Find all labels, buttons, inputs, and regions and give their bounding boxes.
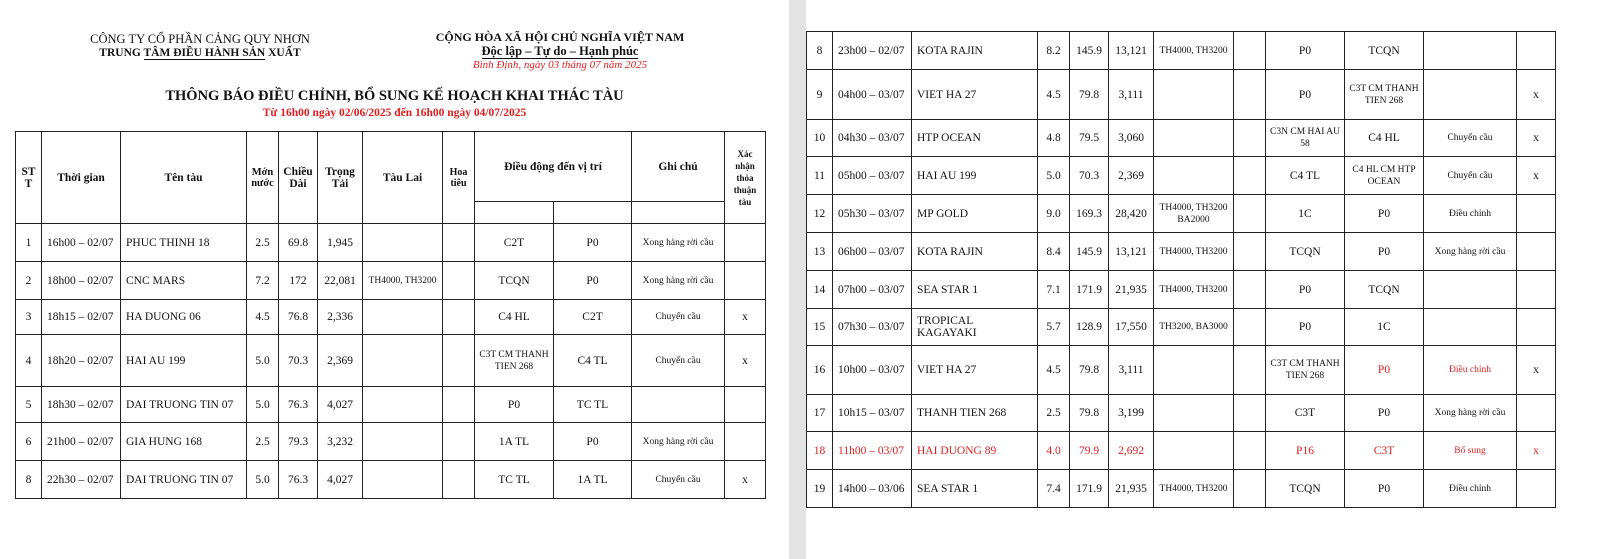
tug-cell: TH4000, TH3200	[363, 262, 443, 300]
stt-cell: 16	[807, 346, 833, 395]
pilot-cell	[443, 423, 475, 461]
ship-name-cell: VIET HA 27	[912, 70, 1038, 120]
tonnage-cell: 2,692	[1109, 432, 1154, 470]
ship-name-cell: KOTA RAJIN	[912, 233, 1038, 271]
stt-cell: 3	[16, 300, 42, 335]
ship-schedule-table-page-1	[15, 131, 766, 499]
confirm-cell	[1517, 233, 1556, 271]
ship-name-cell: MP GOLD	[912, 195, 1038, 233]
table-row	[16, 224, 766, 262]
time-cell: 04h00 – 03/07	[833, 70, 912, 120]
tonnage-cell: 3,232	[318, 423, 363, 461]
pilot-cell	[1234, 395, 1266, 432]
draft-cell: 7.4	[1038, 470, 1070, 508]
header-confirm: Xác nhận thỏa thuận tàu	[725, 132, 766, 224]
move-to-cell: C4 HL	[1345, 120, 1424, 157]
tug-cell	[1154, 432, 1234, 470]
move-to-cell: P0	[1345, 195, 1424, 233]
move-from-cell: P0	[475, 387, 554, 423]
tug-cell	[1154, 346, 1234, 395]
length-cell: 79.8	[1070, 395, 1109, 432]
tonnage-cell: 2,369	[1109, 157, 1154, 195]
confirm-cell: x	[1517, 346, 1556, 395]
draft-cell: 5.7	[1038, 309, 1070, 346]
move-from-cell: C2T	[475, 224, 554, 262]
stt-cell: 19	[807, 470, 833, 508]
page-gap	[789, 0, 806, 559]
table-body-page-2	[807, 32, 1556, 508]
ship-name-cell: TROPICAL KAGAYAKI	[912, 309, 1038, 346]
draft-cell: 4.0	[1038, 432, 1070, 470]
draft-cell: 5.0	[247, 387, 279, 423]
table-row	[807, 470, 1556, 508]
note-cell: Chuyển cầu	[632, 461, 725, 499]
note-cell	[632, 387, 725, 423]
move-to-cell: P0	[1345, 233, 1424, 271]
length-cell: 76.3	[279, 387, 318, 423]
time-cell: 14h00 – 03/06	[833, 470, 912, 508]
table-row	[16, 387, 766, 423]
length-cell: 79.3	[279, 423, 318, 461]
pilot-cell	[443, 387, 475, 423]
draft-cell: 2.5	[247, 224, 279, 262]
confirm-cell	[725, 224, 766, 262]
tug-cell	[363, 423, 443, 461]
ship-name-cell: HAI AU 199	[121, 335, 247, 387]
tug-cell	[1154, 157, 1234, 195]
pilot-cell	[443, 262, 475, 300]
ship-name-cell: CNC MARS	[121, 262, 247, 300]
note-cell: Xong hàng rời cầu	[632, 423, 725, 461]
move-from-cell: C4 HL	[475, 300, 554, 335]
pilot-cell	[1234, 346, 1266, 395]
table-row	[807, 70, 1556, 120]
confirm-cell: x	[725, 335, 766, 387]
pilot-cell	[443, 461, 475, 499]
stt-cell: 5	[16, 387, 42, 423]
length-cell: 79.9	[1070, 432, 1109, 470]
pilot-cell	[1234, 470, 1266, 508]
draft-cell: 4.5	[1038, 70, 1070, 120]
tonnage-cell: 13,121	[1109, 233, 1154, 271]
note-cell: Xong hàng rời cầu	[632, 262, 725, 300]
tug-cell	[1154, 70, 1234, 120]
confirm-cell	[725, 262, 766, 300]
pilot-cell	[1234, 233, 1266, 271]
table-row	[807, 32, 1556, 70]
time-cell: 18h20 – 02/07	[42, 335, 121, 387]
table-row	[807, 195, 1556, 233]
tug-cell	[363, 335, 443, 387]
confirm-cell	[1517, 309, 1556, 346]
table-row	[807, 346, 1556, 395]
move-from-cell: C3N CM HAI AU 58	[1266, 120, 1345, 157]
note-cell	[1424, 32, 1517, 70]
pilot-cell	[1234, 309, 1266, 346]
tonnage-cell: 21,935	[1109, 470, 1154, 508]
ship-name-cell: DAI TRUONG TIN 07	[121, 387, 247, 423]
ship-name-cell: PHUC THINH 18	[121, 224, 247, 262]
tug-cell: TH4000, TH3200 BA2000	[1154, 195, 1234, 233]
length-cell: 79.8	[1070, 70, 1109, 120]
move-to-cell: P0	[1345, 346, 1424, 395]
move-from-cell: C3T CM THANH TIEN 268	[1266, 346, 1345, 395]
header-tug: Tàu Lai	[363, 132, 443, 224]
stt-cell: 2	[16, 262, 42, 300]
move-from-cell: 1C	[1266, 195, 1345, 233]
draft-cell: 8.2	[1038, 32, 1070, 70]
time-cell: 05h00 – 03/07	[833, 157, 912, 195]
confirm-cell: x	[725, 461, 766, 499]
stt-cell: 8	[807, 32, 833, 70]
move-to-cell: C4 TL	[554, 335, 632, 387]
time-cell: 18h30 – 02/07	[42, 387, 121, 423]
stt-cell: 13	[807, 233, 833, 271]
stt-cell: 4	[16, 335, 42, 387]
move-to-cell: TCQN	[1345, 32, 1424, 70]
stt-cell: 14	[807, 271, 833, 309]
move-to-cell: C3T CM THANH TIEN 268	[1345, 70, 1424, 120]
note-cell: Bổ sung	[1424, 432, 1517, 470]
confirm-cell: x	[1517, 120, 1556, 157]
pilot-cell	[1234, 195, 1266, 233]
move-from-cell: TCQN	[1266, 470, 1345, 508]
move-to-cell: P0	[554, 423, 632, 461]
header-move-to	[554, 202, 632, 224]
time-cell: 22h30 – 02/07	[42, 461, 121, 499]
tonnage-cell: 3,111	[1109, 70, 1154, 120]
header-move-from	[475, 202, 554, 224]
tug-cell: TH4000, TH3200	[1154, 32, 1234, 70]
time-cell: 23h00 – 02/07	[833, 32, 912, 70]
stt-cell: 18	[807, 432, 833, 470]
draft-cell: 4.8	[1038, 120, 1070, 157]
tonnage-cell: 3,111	[1109, 346, 1154, 395]
pilot-cell	[443, 300, 475, 335]
draft-cell: 4.5	[247, 300, 279, 335]
move-to-cell: C4 HL CM HTP OCEAN	[1345, 157, 1424, 195]
move-from-cell: C4 TL	[1266, 157, 1345, 195]
move-to-cell: 1C	[1345, 309, 1424, 346]
tug-cell	[363, 224, 443, 262]
tonnage-cell: 2,336	[318, 300, 363, 335]
note-cell	[1424, 70, 1517, 120]
pilot-cell	[1234, 271, 1266, 309]
confirm-cell: x	[1517, 70, 1556, 120]
header-note: Ghi chú	[632, 132, 725, 202]
ship-name-cell: SEA STAR 1	[912, 271, 1038, 309]
stt-cell: 1	[16, 224, 42, 262]
note-cell	[1424, 271, 1517, 309]
table-row	[16, 461, 766, 499]
tonnage-cell: 2,369	[318, 335, 363, 387]
length-cell: 79.8	[1070, 346, 1109, 395]
length-cell: 172	[279, 262, 318, 300]
stt-cell: 17	[807, 395, 833, 432]
tonnage-cell: 22,081	[318, 262, 363, 300]
tug-cell	[363, 461, 443, 499]
time-cell: 10h15 – 03/07	[833, 395, 912, 432]
ship-name-cell: THANH TIEN 268	[912, 395, 1038, 432]
table-row	[807, 395, 1556, 432]
confirm-cell	[1517, 32, 1556, 70]
stt-cell: 9	[807, 70, 833, 120]
pilot-cell	[443, 224, 475, 262]
ship-name-cell: SEA STAR 1	[912, 470, 1038, 508]
tonnage-cell: 3,060	[1109, 120, 1154, 157]
note-cell: Điều chỉnh	[1424, 470, 1517, 508]
stt-cell: 15	[807, 309, 833, 346]
length-cell: 70.3	[1070, 157, 1109, 195]
tonnage-cell: 17,550	[1109, 309, 1154, 346]
national-motto: Độc lập – Tự do – Hạnh phúc	[481, 44, 639, 58]
draft-cell: 7.1	[1038, 271, 1070, 309]
move-from-cell: C3T	[1266, 395, 1345, 432]
table-body-page-1	[16, 224, 766, 499]
table-row	[807, 271, 1556, 309]
time-cell: 06h00 – 03/07	[833, 233, 912, 271]
note-cell: Chuyển cầu	[632, 300, 725, 335]
length-cell: 171.9	[1070, 470, 1109, 508]
move-from-cell: P0	[1266, 271, 1345, 309]
note-cell: Chuyển cầu	[1424, 120, 1517, 157]
confirm-cell: x	[1517, 432, 1556, 470]
move-to-cell: TC TL	[554, 387, 632, 423]
time-cell: 18h15 – 02/07	[42, 300, 121, 335]
note-cell: Điều chỉnh	[1424, 195, 1517, 233]
move-from-cell: TC TL	[475, 461, 554, 499]
note-cell	[1424, 309, 1517, 346]
document-title: THÔNG BÁO ĐIỀU CHỈNH, BỔ SUNG KẾ HOẠCH KHAI THÁC TÀU	[165, 88, 624, 104]
pilot-cell	[443, 335, 475, 387]
confirm-cell	[1517, 395, 1556, 432]
move-to-cell: C3T	[1345, 432, 1424, 470]
note-cell: Xong hàng rời cầu	[1424, 395, 1517, 432]
move-to-cell: P0	[1345, 470, 1424, 508]
document-subtitle: Từ 16h00 ngày 02/06/2025 đến 16h00 ngày 04/07/2025	[262, 107, 527, 119]
time-cell: 18h00 – 02/07	[42, 262, 121, 300]
confirm-cell	[1517, 271, 1556, 309]
header-draft: Mớn nước	[247, 132, 279, 224]
confirm-cell	[1517, 470, 1556, 508]
move-to-cell: 1A TL	[554, 461, 632, 499]
confirm-cell	[725, 423, 766, 461]
header-move: Điều động đến vị trí	[475, 132, 632, 202]
draft-cell: 9.0	[1038, 195, 1070, 233]
length-cell: 145.9	[1070, 32, 1109, 70]
move-from-cell: 1A TL	[475, 423, 554, 461]
draft-cell: 5.0	[1038, 157, 1070, 195]
draft-cell: 2.5	[1038, 395, 1070, 432]
tonnage-cell: 1,945	[318, 224, 363, 262]
tonnage-cell: 4,027	[318, 387, 363, 423]
note-cell: Xong hàng rời cầu	[1424, 233, 1517, 271]
move-to-cell: C2T	[554, 300, 632, 335]
time-cell: 07h00 – 03/07	[833, 271, 912, 309]
table-row	[807, 157, 1556, 195]
note-cell: Xong hàng rời cầu	[632, 224, 725, 262]
tug-cell: TH4000, TH3200	[1154, 233, 1234, 271]
length-cell: 171.9	[1070, 271, 1109, 309]
confirm-cell: x	[1517, 157, 1556, 195]
header-length: Chiều Dài	[279, 132, 318, 224]
tug-cell	[1154, 395, 1234, 432]
time-cell: 11h00 – 03/07	[833, 432, 912, 470]
department-name: TRUNG TÂM ĐIỀU HÀNH SẢN XUẤT	[99, 47, 301, 59]
draft-cell: 5.0	[247, 461, 279, 499]
header-time: Thời gian	[42, 132, 121, 224]
stt-cell: 6	[16, 423, 42, 461]
length-cell: 145.9	[1070, 233, 1109, 271]
length-cell: 76.3	[279, 461, 318, 499]
ship-name-cell: HTP OCEAN	[912, 120, 1038, 157]
document-date: Bình Định, ngày 03 tháng 07 năm 2025	[472, 59, 648, 71]
tug-cell	[363, 300, 443, 335]
draft-cell: 8.4	[1038, 233, 1070, 271]
pilot-cell	[1234, 32, 1266, 70]
header-stt: ST T	[16, 132, 42, 224]
ship-name-cell: GIA HUNG 168	[121, 423, 247, 461]
length-cell: 70.3	[279, 335, 318, 387]
ship-name-cell: KOTA RAJIN	[912, 32, 1038, 70]
move-from-cell: TCQN	[1266, 233, 1345, 271]
table-row	[807, 120, 1556, 157]
move-from-cell: P16	[1266, 432, 1345, 470]
length-cell: 169.3	[1070, 195, 1109, 233]
confirm-cell	[1517, 195, 1556, 233]
company-header	[70, 32, 330, 60]
tug-cell	[363, 387, 443, 423]
stt-cell: 12	[807, 195, 833, 233]
length-cell: 128.9	[1070, 309, 1109, 346]
table-row	[16, 262, 766, 300]
company-name: CÔNG TY CỔ PHẦN CẢNG QUY NHƠN	[90, 32, 310, 46]
tug-cell: TH4000, TH3200	[1154, 470, 1234, 508]
tonnage-cell: 3,199	[1109, 395, 1154, 432]
note-cell: Chuyển cầu	[1424, 157, 1517, 195]
move-to-cell: P0	[554, 262, 632, 300]
ship-name-cell: HA DUONG 06	[121, 300, 247, 335]
national-header	[430, 30, 690, 72]
draft-cell: 5.0	[247, 335, 279, 387]
pilot-cell	[1234, 157, 1266, 195]
time-cell: 21h00 – 02/07	[42, 423, 121, 461]
tonnage-cell: 13,121	[1109, 32, 1154, 70]
move-from-cell: P0	[1266, 70, 1345, 120]
tug-cell	[1154, 120, 1234, 157]
confirm-cell	[725, 387, 766, 423]
table-row	[16, 335, 766, 387]
pilot-cell	[1234, 120, 1266, 157]
header-tonnage: Trọng Tải	[318, 132, 363, 224]
note-cell: Điều chỉnh	[1424, 346, 1517, 395]
table-row	[16, 423, 766, 461]
confirm-cell: x	[725, 300, 766, 335]
header-pilot: Hoa tiêu	[443, 132, 475, 224]
table-row	[807, 309, 1556, 346]
length-cell: 69.8	[279, 224, 318, 262]
tug-cell: TH3200, BA3000	[1154, 309, 1234, 346]
draft-cell: 4.5	[1038, 346, 1070, 395]
header-note-sub	[632, 202, 725, 224]
table-row	[807, 233, 1556, 271]
table-row	[16, 300, 766, 335]
move-to-cell: P0	[1345, 395, 1424, 432]
move-from-cell: C3T CM THANH TIEN 268	[475, 335, 554, 387]
pilot-cell	[1234, 70, 1266, 120]
note-cell: Chuyển cầu	[632, 335, 725, 387]
table-row	[807, 432, 1556, 470]
table-header-row	[16, 132, 766, 202]
stt-cell: 10	[807, 120, 833, 157]
tonnage-cell: 28,420	[1109, 195, 1154, 233]
draft-cell: 7.2	[247, 262, 279, 300]
move-to-cell: TCQN	[1345, 271, 1424, 309]
stt-cell: 11	[807, 157, 833, 195]
tonnage-cell: 4,027	[318, 461, 363, 499]
ship-schedule-table-page-2	[806, 31, 1556, 508]
move-from-cell: P0	[1266, 309, 1345, 346]
time-cell: 05h30 – 03/07	[833, 195, 912, 233]
draft-cell: 2.5	[247, 423, 279, 461]
stt-cell: 8	[16, 461, 42, 499]
ship-name-cell: HAI AU 199	[912, 157, 1038, 195]
move-from-cell: TCQN	[475, 262, 554, 300]
header-ship: Tên tàu	[121, 132, 247, 224]
length-cell: 76.8	[279, 300, 318, 335]
time-cell: 16h00 – 02/07	[42, 224, 121, 262]
tonnage-cell: 21,935	[1109, 271, 1154, 309]
country-name: CỘNG HÒA XÃ HỘI CHỦ NGHĨA VIỆT NAM	[435, 30, 685, 44]
ship-name-cell: HAI DUONG 89	[912, 432, 1038, 470]
tug-cell: TH4000, TH3200	[1154, 271, 1234, 309]
time-cell: 04h30 – 03/07	[833, 120, 912, 157]
ship-name-cell: DAI TRUONG TIN 07	[121, 461, 247, 499]
time-cell: 10h00 – 03/07	[833, 346, 912, 395]
ship-name-cell: VIET HA 27	[912, 346, 1038, 395]
time-cell: 07h30 – 03/07	[833, 309, 912, 346]
length-cell: 79.5	[1070, 120, 1109, 157]
move-to-cell: P0	[554, 224, 632, 262]
move-from-cell: P0	[1266, 32, 1345, 70]
pilot-cell	[1234, 432, 1266, 470]
